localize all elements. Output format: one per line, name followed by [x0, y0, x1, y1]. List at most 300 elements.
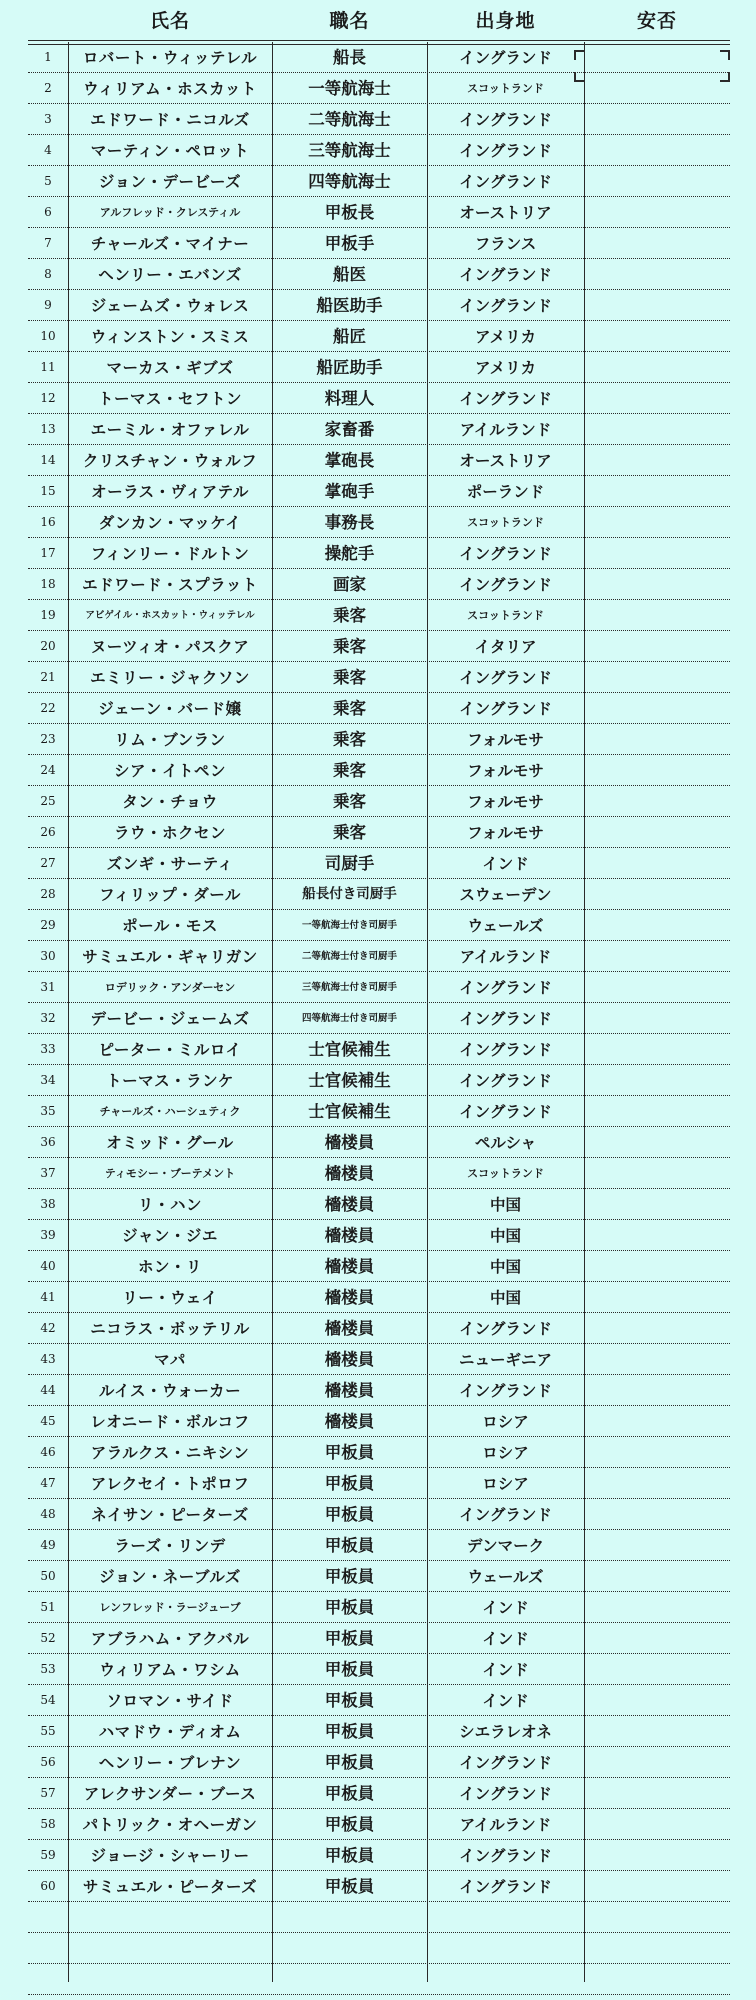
status-cell[interactable]	[584, 1840, 730, 1870]
crew-name: ダンカン・マッケイ	[98, 513, 242, 532]
table-row	[28, 1034, 730, 1065]
table-row	[28, 352, 730, 383]
status-cell[interactable]	[584, 228, 730, 258]
crew-role: 檣楼員	[324, 1412, 375, 1431]
row-number: 24	[40, 763, 56, 777]
crew-role: 司厨手	[324, 854, 375, 873]
table-row	[28, 1127, 730, 1158]
status-cell[interactable]	[584, 1778, 730, 1808]
row-number: 7	[44, 236, 52, 250]
crew-name: マパ	[154, 1350, 186, 1369]
row-number: 6	[44, 205, 52, 219]
crew-origin: スウェーデン	[459, 885, 552, 904]
table-row	[28, 1065, 730, 1096]
row-number: 52	[40, 1631, 56, 1645]
status-cell[interactable]	[584, 1871, 730, 1901]
row-number: 50	[40, 1569, 56, 1583]
crew-origin: イングランド	[459, 296, 552, 315]
crew-role: 甲板員	[324, 1846, 375, 1865]
crew-name: ネイサン・ピーターズ	[91, 1505, 249, 1524]
status-cell[interactable]	[584, 1251, 730, 1281]
crew-role: 料理人	[324, 389, 375, 408]
row-number: 19	[40, 608, 56, 622]
crew-origin: イングランド	[459, 1009, 552, 1028]
table-row	[28, 693, 730, 724]
status-cell[interactable]	[584, 786, 730, 816]
row-number: 27	[40, 856, 56, 870]
table-row	[28, 662, 730, 693]
crew-role: 甲板員	[324, 1629, 375, 1648]
status-cell[interactable]	[584, 879, 730, 909]
crew-name: ウィンストン・スミス	[90, 327, 250, 346]
crew-name: ズンギ・サーティ	[106, 854, 234, 873]
crew-role: 乗客	[333, 699, 366, 718]
table-row	[28, 1809, 730, 1840]
table-row	[28, 1313, 730, 1344]
crew-name: レンフレッド・ラージューブ	[99, 1601, 241, 1614]
status-cell[interactable]	[584, 1034, 730, 1064]
status-cell[interactable]	[584, 1158, 730, 1188]
crew-name: アブラハム・アクバル	[90, 1629, 250, 1648]
row-number: 36	[40, 1135, 56, 1149]
status-cell[interactable]	[584, 290, 730, 320]
crew-origin: スコットランド	[467, 82, 544, 95]
crew-name: ラーズ・リンデ	[114, 1536, 226, 1555]
status-cell[interactable]	[584, 135, 730, 165]
table-row	[28, 1871, 730, 1902]
crew-role: 二等航海士付き司厨手	[301, 951, 397, 962]
crew-name: エドワード・スプラット	[82, 575, 258, 594]
row-number: 15	[40, 484, 56, 498]
status-cell[interactable]	[584, 1747, 730, 1777]
row-number: 29	[40, 918, 56, 932]
status-cell[interactable]	[584, 445, 730, 475]
crew-name: アビゲイル・ホスカット・ウィッテレル	[85, 610, 255, 621]
crew-name: ウィリアム・ワシム	[99, 1660, 241, 1679]
crew-origin: フォルモサ	[467, 792, 544, 811]
status-cell[interactable]	[584, 1654, 730, 1684]
row-number: 22	[40, 701, 56, 715]
table-row	[28, 879, 730, 910]
crew-role: 檣楼員	[324, 1226, 375, 1245]
row-number: 59	[40, 1848, 56, 1862]
status-cell[interactable]	[584, 259, 730, 289]
crew-name: ロバート・ウィッテレル	[82, 48, 258, 67]
table-row	[28, 1654, 730, 1685]
row-number: 11	[40, 360, 56, 374]
crew-origin: イングランド	[459, 1102, 552, 1121]
status-cell[interactable]	[584, 1344, 730, 1374]
crew-role: 船長	[333, 48, 366, 67]
table-row	[28, 600, 730, 631]
crew-role: 甲板員	[324, 1722, 375, 1741]
status-cell[interactable]	[584, 1096, 730, 1126]
row-number: 20	[40, 639, 56, 653]
status-cell[interactable]	[584, 1530, 730, 1560]
status-cell[interactable]	[584, 1499, 730, 1529]
row-number: 2	[44, 81, 52, 95]
row-number: 33	[40, 1042, 56, 1056]
table-row	[28, 972, 730, 1003]
crew-name: リー・ウェイ	[122, 1288, 218, 1307]
table-row	[28, 1096, 730, 1127]
status-cell[interactable]	[584, 1716, 730, 1746]
crew-origin: イングランド	[459, 978, 552, 997]
crew-origin: イングランド	[459, 265, 552, 284]
crew-origin: 中国	[489, 1226, 521, 1245]
status-cell[interactable]	[584, 817, 730, 847]
status-cell[interactable]	[584, 383, 730, 413]
crew-origin: イタリア	[474, 637, 537, 656]
status-cell[interactable]	[584, 1127, 730, 1157]
header-status: 安否	[636, 10, 677, 32]
status-cell[interactable]	[584, 1282, 730, 1312]
status-cell[interactable]	[584, 476, 730, 506]
row-number: 56	[40, 1755, 56, 1769]
crew-role: 檣楼員	[324, 1164, 375, 1183]
crew-role: 船匠助手	[316, 358, 383, 377]
crew-role: 甲板員	[324, 1536, 375, 1555]
crew-name: ソロマン・サイド	[106, 1691, 234, 1710]
table-row	[28, 197, 730, 228]
row-number: 38	[40, 1197, 56, 1211]
table-row	[28, 786, 730, 817]
crew-origin: ニューギニア	[458, 1350, 552, 1369]
row-number: 13	[40, 422, 56, 436]
crew-origin: イングランド	[459, 141, 552, 160]
header-name: 氏名	[149, 10, 190, 32]
crew-role: 甲板手	[324, 234, 375, 253]
crew-role: 乗客	[333, 668, 366, 687]
table-row	[28, 1778, 730, 1809]
crew-name: トーマス・セフトン	[97, 389, 242, 408]
crew-role: 掌砲長	[324, 451, 375, 470]
crew-origin: ウェールズ	[467, 916, 544, 935]
status-cell[interactable]	[584, 755, 730, 785]
table-row	[28, 1344, 730, 1375]
crew-origin: スコットランド	[467, 516, 544, 529]
crew-role: 甲板員	[324, 1443, 375, 1462]
crew-name: ジョージ・シャーリー	[90, 1846, 250, 1865]
crew-role: 甲板員	[324, 1505, 375, 1524]
crew-name: ヘンリー・ブレナン	[98, 1753, 242, 1772]
crew-origin: イングランド	[459, 1753, 552, 1772]
status-cell[interactable]	[584, 848, 730, 878]
status-cell[interactable]	[584, 42, 730, 72]
status-cell[interactable]	[584, 1685, 730, 1715]
crew-name: ホン・リ	[137, 1257, 202, 1276]
crew-origin: イングランド	[459, 1071, 552, 1090]
status-cell[interactable]	[584, 1468, 730, 1498]
row-number: 58	[40, 1817, 56, 1831]
crew-role: 四等航海士付き司厨手	[301, 1013, 397, 1024]
table-row	[28, 1561, 730, 1592]
table-row	[28, 383, 730, 414]
crew-name: オミッド・グール	[106, 1133, 234, 1152]
crew-origin: イングランド	[459, 1505, 552, 1524]
crew-name: ジェーン・バード嬢	[98, 699, 242, 718]
row-number: 40	[40, 1259, 56, 1273]
row-number: 60	[40, 1879, 56, 1893]
row-number: 37	[40, 1166, 56, 1180]
row-number: 10	[40, 329, 56, 343]
crew-role: 乗客	[333, 792, 366, 811]
crew-origin: インド	[482, 1629, 529, 1648]
crew-name: デービー・ジェームズ	[90, 1009, 250, 1028]
crew-name: アルフレッド・クレスティル	[99, 206, 241, 219]
crew-origin: イングランド	[459, 389, 552, 408]
crew-origin: フォルモサ	[467, 761, 544, 780]
row-number: 30	[40, 949, 56, 963]
crew-role: 甲板員	[324, 1753, 375, 1772]
row-number: 35	[40, 1104, 56, 1118]
table-row	[28, 290, 730, 321]
crew-origin: スコットランド	[467, 609, 544, 622]
crew-name: ルイス・ウォーカー	[98, 1381, 242, 1400]
crew-origin: ペルシャ	[474, 1133, 537, 1152]
status-cell[interactable]	[584, 693, 730, 723]
crew-role: 乗客	[333, 637, 366, 656]
status-cell[interactable]	[584, 569, 730, 599]
table-row	[28, 476, 730, 507]
empty-row	[28, 1933, 730, 1964]
crew-origin: イングランド	[459, 1319, 552, 1338]
crew-role: 乗客	[333, 823, 366, 842]
crew-role: 檣楼員	[324, 1133, 375, 1152]
row-number: 23	[40, 732, 56, 746]
status-cell[interactable]	[584, 631, 730, 661]
crew-role: 三等航海士	[308, 141, 391, 160]
crew-role: 甲板員	[324, 1567, 375, 1586]
crew-name: サミュエル・ピーターズ	[82, 1877, 258, 1896]
crew-origin: イングランド	[459, 575, 552, 594]
crew-origin: フォルモサ	[467, 730, 544, 749]
crew-origin: アイルランド	[459, 420, 552, 439]
crew-origin: 中国	[489, 1195, 521, 1214]
crew-origin: アメリカ	[475, 327, 536, 346]
table-row	[28, 538, 730, 569]
row-number: 4	[44, 143, 52, 157]
row-number: 12	[40, 391, 56, 405]
crew-origin: アメリカ	[475, 358, 536, 377]
status-cell[interactable]	[584, 1189, 730, 1219]
crew-origin: イングランド	[459, 110, 552, 129]
status-cell[interactable]	[584, 662, 730, 692]
row-number: 32	[40, 1011, 56, 1025]
status-cell[interactable]	[584, 1592, 730, 1622]
row-number: 14	[40, 453, 56, 467]
crew-name: サミュエル・ギャリガン	[82, 947, 258, 966]
crew-name: フィリップ・ダール	[99, 885, 241, 904]
status-cell[interactable]	[584, 73, 730, 103]
crew-role: 家畜番	[324, 420, 375, 439]
status-cell[interactable]	[584, 197, 730, 227]
crew-origin: イングランド	[459, 1040, 552, 1059]
table-row	[28, 848, 730, 879]
table-row	[28, 1468, 730, 1499]
crew-origin: インド	[482, 1660, 529, 1679]
crew-origin: ロシア	[482, 1412, 529, 1431]
status-cell[interactable]	[584, 538, 730, 568]
row-number: 8	[44, 267, 52, 281]
row-number: 44	[40, 1383, 56, 1397]
row-number: 28	[40, 887, 56, 901]
crew-origin: イングランド	[459, 1381, 552, 1400]
crew-role: 甲板員	[324, 1660, 375, 1679]
row-number: 25	[40, 794, 56, 808]
crew-role: 檣楼員	[324, 1288, 375, 1307]
crew-name: ジェームズ・ウォレス	[90, 296, 250, 315]
crew-role: 船医助手	[316, 296, 383, 315]
crew-name: ポール・モス	[122, 916, 218, 935]
crew-role: 一等航海士付き司厨手	[301, 920, 397, 931]
status-cell[interactable]	[584, 972, 730, 1002]
crew-role: 檣楼員	[324, 1257, 375, 1276]
crew-origin: オーストリア	[459, 451, 552, 470]
crew-origin: フォルモサ	[467, 823, 544, 842]
crew-name: マーティン・ペロット	[90, 141, 250, 160]
crew-role: 甲板員	[324, 1474, 375, 1493]
status-cell[interactable]	[584, 941, 730, 971]
table-row	[28, 104, 730, 135]
table-row	[28, 1375, 730, 1406]
status-cell[interactable]	[584, 352, 730, 382]
row-number: 45	[40, 1414, 56, 1428]
crew-origin: アイルランド	[459, 947, 552, 966]
row-number: 16	[40, 515, 56, 529]
table-row	[28, 1623, 730, 1654]
status-cell[interactable]	[584, 1065, 730, 1095]
status-cell[interactable]	[584, 1561, 730, 1591]
table-row	[28, 1003, 730, 1034]
table-row	[28, 1840, 730, 1871]
crew-role: 檣楼員	[324, 1195, 375, 1214]
table-row	[28, 631, 730, 662]
crew-role: 乗客	[333, 606, 366, 625]
crew-name: ニコラス・ボッテリル	[90, 1319, 250, 1338]
crew-role: 檣楼員	[324, 1350, 375, 1369]
crew-role: 士官候補生	[308, 1040, 391, 1059]
status-cell[interactable]	[584, 1375, 730, 1405]
crew-name: チャールズ・ハーシュティク	[99, 1105, 241, 1118]
crew-name: タン・チョウ	[122, 792, 218, 811]
table-row	[28, 42, 730, 73]
crew-origin: 中国	[489, 1257, 521, 1276]
crew-role: 士官候補生	[308, 1071, 391, 1090]
crew-role: 甲板員	[324, 1691, 375, 1710]
crew-origin: イングランド	[459, 1877, 552, 1896]
crew-name: フィンリー・ドルトン	[90, 544, 250, 563]
status-cell[interactable]	[584, 600, 730, 630]
table-row	[28, 166, 730, 197]
table-row	[28, 73, 730, 104]
crew-origin: イングランド	[459, 1846, 552, 1865]
crew-origin: イングランド	[459, 699, 552, 718]
table-row	[28, 135, 730, 166]
row-number: 41	[40, 1290, 56, 1304]
crew-role: 四等航海士	[308, 172, 391, 191]
status-cell[interactable]	[584, 1809, 730, 1839]
crew-role: 掌砲手	[324, 482, 375, 501]
table-row	[28, 414, 730, 445]
crew-origin: ウェールズ	[467, 1567, 544, 1586]
row-number: 55	[40, 1724, 56, 1738]
status-cell[interactable]	[584, 1003, 730, 1033]
crew-origin: イングランド	[459, 172, 552, 191]
status-cell[interactable]	[584, 1406, 730, 1436]
header-role: 職名	[329, 10, 370, 32]
empty-row	[28, 1902, 730, 1933]
table-row	[28, 724, 730, 755]
row-number: 57	[40, 1786, 56, 1800]
crew-role: 画家	[333, 575, 366, 594]
crew-origin: インド	[482, 1691, 529, 1710]
crew-name: ラウ・ホクセン	[113, 823, 226, 842]
status-cell[interactable]	[584, 910, 730, 940]
status-cell[interactable]	[584, 414, 730, 444]
crew-origin: オーストリア	[459, 203, 552, 222]
crew-role: 甲板長	[324, 203, 375, 222]
row-number: 53	[40, 1662, 56, 1676]
status-cell[interactable]	[584, 321, 730, 351]
crew-origin: ロシア	[482, 1443, 529, 1462]
crew-table-body	[0, 42, 756, 1995]
crew-name: ハマドウ・ディオム	[98, 1722, 242, 1741]
table-row	[28, 1716, 730, 1747]
crew-role: 甲板員	[324, 1877, 375, 1896]
status-cell[interactable]	[584, 1437, 730, 1467]
table-row	[28, 1282, 730, 1313]
crew-origin: アイルランド	[459, 1815, 552, 1834]
status-cell[interactable]	[584, 507, 730, 537]
status-cell[interactable]	[584, 166, 730, 196]
table-row	[28, 1499, 730, 1530]
row-number: 18	[40, 577, 56, 591]
table-row	[28, 1158, 730, 1189]
crew-origin: インド	[482, 1598, 529, 1617]
table-row	[28, 1530, 730, 1561]
crew-role: 甲板員	[324, 1815, 375, 1834]
crew-role: 二等航海士	[308, 110, 391, 129]
crew-name: アレクセイ・トポロフ	[90, 1474, 250, 1493]
crew-role: 一等航海士	[308, 79, 391, 98]
status-cell[interactable]	[584, 1220, 730, 1250]
crew-role: 三等航海士付き司厨手	[301, 982, 397, 993]
row-number: 1	[44, 50, 52, 64]
crew-name: トーマス・ランケ	[106, 1071, 234, 1090]
crew-name: ピーター・ミルロイ	[98, 1040, 242, 1059]
crew-name: リ・ハン	[137, 1195, 202, 1214]
empty-row	[28, 1964, 730, 1995]
crew-name: ジョン・ネーブルズ	[99, 1567, 241, 1586]
table-row	[28, 507, 730, 538]
crew-name: アレクサンダー・ブース	[83, 1784, 257, 1803]
status-cell[interactable]	[584, 724, 730, 754]
crew-role: 船長付き司厨手	[302, 886, 397, 902]
row-number: 51	[40, 1600, 56, 1614]
status-cell[interactable]	[584, 104, 730, 134]
table-row	[28, 569, 730, 600]
row-number: 3	[44, 112, 52, 126]
crew-name: ヌーツィオ・パスクア	[90, 637, 250, 656]
crew-origin: フランス	[474, 234, 537, 253]
crew-role: 士官候補生	[308, 1102, 391, 1121]
status-cell[interactable]	[584, 1313, 730, 1343]
row-number: 46	[40, 1445, 56, 1459]
status-cell[interactable]	[584, 1623, 730, 1653]
row-number: 47	[40, 1476, 56, 1490]
row-number: 26	[40, 825, 56, 839]
